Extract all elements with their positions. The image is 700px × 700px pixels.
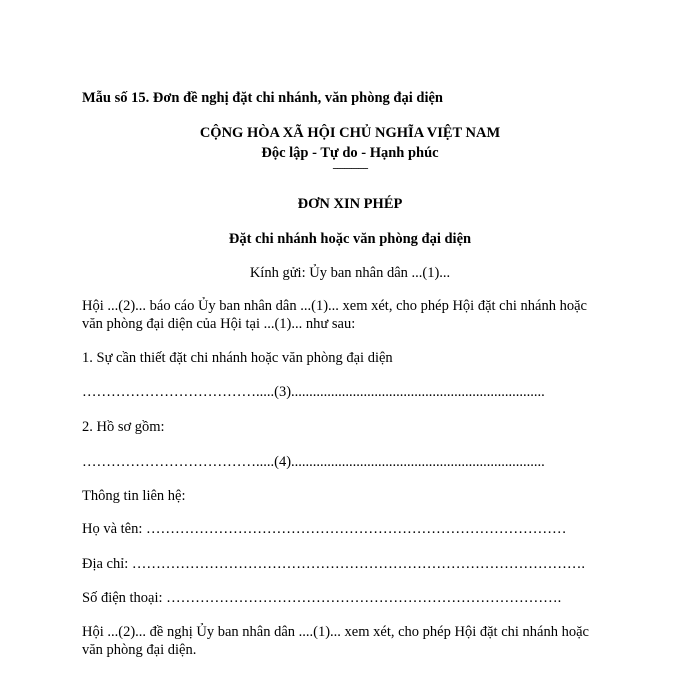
closing-line-1: Hội ...(2)... đề nghị Ủy ban nhân dân ....(1)... xem xét, cho phép Hội đặt chi nhánh hoặc [82,624,589,640]
section-1-label: 1. Sự cần thiết đặt chi nhánh hoặc văn phòng đại diện [82,350,393,366]
section-2-fill: ……………………………….....(4)...................................................................... [82,454,545,470]
address-field: Địa chỉ: …………………………………………………………………………………. [82,556,586,572]
motto: Độc lập - Tự do - Hạnh phúc [261,145,439,161]
addressee: Kính gửi: Ủy ban nhân dân ...(1)... [249,265,451,281]
intro-line-2: văn phòng đại diện của Hội tại ...(1)... như sau: [82,316,356,332]
name-field: Họ và tên: …………………………………………………………………………… [82,521,567,537]
phone-field: Số điện thoại: ………………………………………………………………………. [82,590,562,606]
form-heading: Mẫu số 15. Đơn đề nghị đặt chi nhánh, văn phòng đại diện [82,90,443,106]
contact-label: Thông tin liên hệ: [82,488,186,504]
section-1-fill: ……………………………….....(3)...................................................................... [82,384,545,400]
section-2-label: 2. Hồ sơ gồm: [82,419,165,435]
doc-title: ĐƠN XIN PHÉP [297,196,403,212]
doc-subtitle: Đặt chi nhánh hoặc văn phòng đại diện [228,231,472,247]
national-title: CỘNG HÒA XÃ HỘI CHỦ NGHĨA VIỆT NAM [199,125,501,141]
motto-rule: --------------- [332,163,368,174]
closing-line-2: văn phòng đại diện. [82,642,197,658]
intro-line-1: Hội ...(2)... báo cáo Ủy ban nhân dân ...(1)... xem xét, cho phép Hội đặt chi nhánh hoặc [82,298,587,314]
